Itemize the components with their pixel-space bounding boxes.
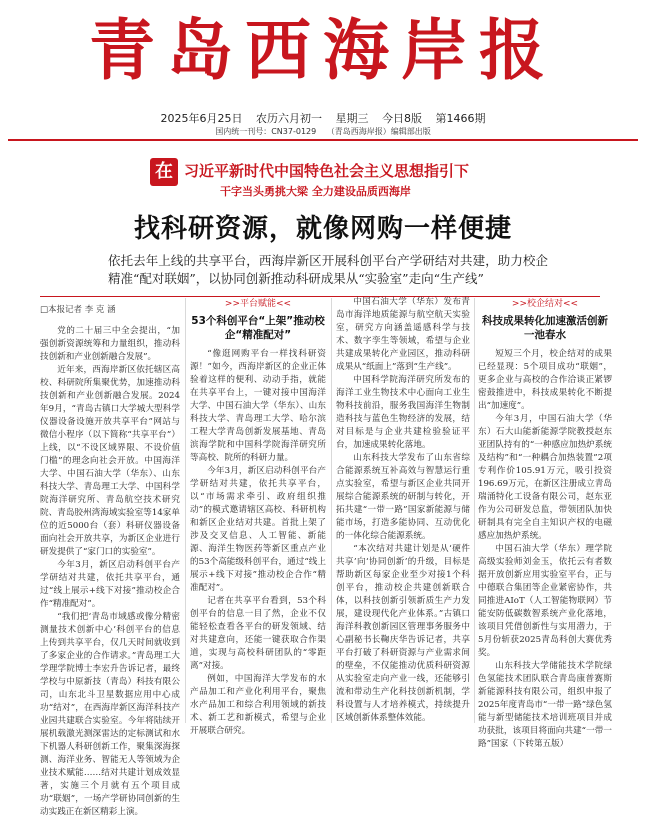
paragraph: 近年来，西海岸新区依托辖区高校、科研院所集聚优势，加速推动科技创新和产业创新融合发展。2024年9月，“青岛古镇口大学城大型科学仪器设备设施开放共享平台”网站与微信小程序（以下简称“共享平台”）上线，以“不设区域界限、不设价值门槛”的理念向社会开放。中国海洋大学、中国石油大学（华东）、山东科技大学、青岛理工大学、中国科学院海洋研究所、青岛航空技术研究院、青岛胶州湾海域实验室等14家单位的近5000台（套）科研仪器设备面向社会开放共享，为新区企业进行研发提供了“家门口的实验室”。 — [40, 365, 180, 557]
section-label: >>平台赋能<< — [224, 299, 292, 309]
paragraph: 短短三个月，校企结对的成果已经显现：5个项目成功“联姻”，更多企业与高校的合作洽谈正紧锣密鼓推进中，科技成果转化不断提出“加速度”。 — [478, 349, 612, 411]
column-divider — [185, 298, 186, 723]
lunar-date: 农历六月初一 — [256, 112, 322, 125]
paragraph: 今年3月，新区启动科创平台产学研结对共建，依托共享平台，通过“线上展示+线下对接”推动校企合作“精准配对”。 — [40, 560, 180, 609]
banner-sub-text: 干字当头勇挑大梁 全力建设品质西海岸 — [220, 185, 411, 198]
page-count: 今日8版 — [382, 112, 422, 125]
article-column-4 — [478, 296, 612, 749]
article-column-2 — [190, 296, 326, 736]
article-column-3 — [336, 296, 470, 724]
issue-number: 第1466期 — [435, 112, 486, 125]
section-label: >>校企结对<< — [511, 299, 579, 309]
date-line — [0, 110, 646, 126]
paragraph: 中国石油大学（华东）发布青岛市海洋地质能源与航空航天实验室，研究方向涵盖遥感科学与技术、数字孪生等领域，希望与企业共建成果转化产业园区，推动科研成果从“纸面上”落到“生产线”。 — [336, 297, 470, 372]
column-divider — [331, 298, 332, 723]
paragraph: 党的二十届三中全会提出，“加强创新资源统筹和力量组织，推动科技创新和产业创新融合发展”。 — [40, 326, 180, 362]
paragraph: “我们把‘青岛市域感或像分精密测量技术创新中心’科创平台的信息上传到共享平台，仅几天时间就收到了多家企业的合作请求。”青岛理工大学理学院博士李宏升告诉记者，最终学校与中原新技（青岛）科技有限公司，山东北斗卫星数据应用中心成功“结对”，在西海岸新区海洋科技产业园共建联合实验室。今年将陆续开展机载激光测深雷达的定标测试和水下机器人科研创新工作，聚集深海探测、海洋业务、智能无人等领域为企业技术赋能……结对共建计划成效显著，实施三个月就有五个项目成功“联姻”，一场产学研协同创新的生动实践正在新区精彩上演。 — [40, 612, 180, 817]
paragraph: 山东科技大学发布了山东省综合能源系统互补高效与智慧运行重点实验室，希望与新区企业共同开展综合能源系统的研制与转化，开拓共建“一带一路”国家新能源与储能市场，打造多能协同、互动优化的一体化综合能源系统。 — [336, 453, 470, 541]
banner-seal: 在 — [150, 158, 178, 186]
paragraph: 中国科学院海洋研究所发布的海洋工业生物技术中心面向工业生物科技前沿，服务我国海洋生物制造科技与蓝色生物经济的发展，结对目标是与企业共建检验验证平台，加速成果转化落地。 — [336, 375, 470, 450]
paragraph: 今年3月，新区启动科创平台产学研结对共建，依托共享平台，以“市场需求牵引、政府组织推动”的模式邀请辖区高校、科研机构和新区企业结对共建。首批上架了涉及交叉信息、人工智能、新能源、海洋生物医药等新区重点产业的53个高能级科创平台，通过“线上展示+线下对接”推动校企合作“精准配对”。 — [190, 466, 326, 593]
section-title: 科技成果转化加速激活创新一池春水 — [482, 315, 608, 341]
weekday: 星期三 — [335, 112, 369, 125]
paragraph: 山东科技大学储能技术学院绿色氢能技术团队联合青岛康普赛斯新能源科技有限公司，组织申报了2025年度青岛市“一带一路”绿色氢能与新型储能技术培训班项目并成功获批，该项目将面向共建“一带一路”国家（下转第五版） — [478, 661, 612, 749]
publication-info — [0, 126, 646, 137]
article-subhead: 依托去年上线的共享平台，西海岸新区开展科创平台产学研结对共建，助力校企精准“配对联姻”，以协同创新推动科研成果从“实验室”走向“生产线” — [108, 253, 548, 286]
theme-banner — [150, 158, 500, 208]
banner-main-text: 习近平新时代中国特色社会主义思想指引下 — [184, 162, 470, 180]
newspaper-title: 青岛西海岸报 — [89, 11, 557, 89]
article-headline: 找科研资源，就像网购一样便捷 — [133, 214, 512, 244]
paragraph: “本次结对共建计划是从‘硬件共享’向‘协同创新’的升级，目标是帮助新区每家企业至少对接1个科创平台，推动校企共建创新联合体，以科技创新引领新质生产力发展，建设现代化产业体系。”古镇口海洋科教创新园区管理事务服务中心副秘书长鞠庆华告诉记者，共享平台打破了科研资源与产业需求间的壁垒，不仅能推动优质科研资源从实验室走向产业一线，还能够引流和带动生产化科技创新机制，学科设置与人才培养模式，持续提升区域创新体系整体效能。 — [336, 544, 470, 723]
paragraph: 中国石油大学（华东）理学院高级实验师刘金玉，依托云有者数据开放创新应用实验室平台，正与中德联合集团等企业紧密协作，共同推进AIoT（人工智能物联网）节能安防低碳数智系统产业化落地，该项目凭借创新性与实用潜力，于5月份斩获2025青岛科创大赛优秀奖。 — [478, 544, 612, 658]
issue-date: 2025年6月25日 — [160, 112, 243, 125]
article-column-1 — [40, 304, 180, 817]
paragraph: 例如，中国海洋大学发布的水产品加工和产业化利用平台，聚焦水产品加工和综合利用领域的新技术、新工艺和新模式，希望与企业开展联合研究。 — [190, 674, 326, 736]
paragraph: “像逛网购平台一样找科研资源！”如今，西海岸新区的企业正体验着这样的便利、动动手指，就能在共享平台上，一键对接中国海洋大学、中国石油大学（华东）、山东科技大学、青岛理工大学、哈尔滨工程大学青岛创新发展基地、青岛滨海学院和中国科学院海洋研究所等高校、院所的科研力量。 — [190, 349, 326, 463]
masthead-rule — [8, 139, 638, 141]
byline: □本报记者 李 克 涵 — [40, 305, 116, 315]
column-divider — [474, 298, 475, 723]
cn-number: 国内统一刊号：CN37-0129 — [215, 127, 317, 136]
paragraph: 今年3月，中国石油大学（华东）石大山能新能源学院教授赵东亚团队持有的“一种感应加热炉系统及结构”和“一种耦合加热装置”2项专利作价105.91万元，吸引投资196.69万元，在新区注册成立青岛瑞涌特化工设备有限公司，赵东亚作为公司研发总监，带领团队加快研制具有完全自主知识产权的电磁感应加热炉系统。 — [478, 414, 612, 541]
paragraph: 记者在共享平台看到，53个科创平台的信息一目了然，企业不仅能轻松查看各平台的研发领域、结对共建意向，还能一键获取合作渠道，实现与高校科研团队的“零距离”对接。 — [190, 596, 326, 671]
masthead — [0, 0, 646, 140]
section-title: 53个科创平台“上架”推动校企“精准配对” — [191, 315, 325, 341]
publisher: （青岛西海岸报）编辑部出版 — [326, 127, 431, 136]
